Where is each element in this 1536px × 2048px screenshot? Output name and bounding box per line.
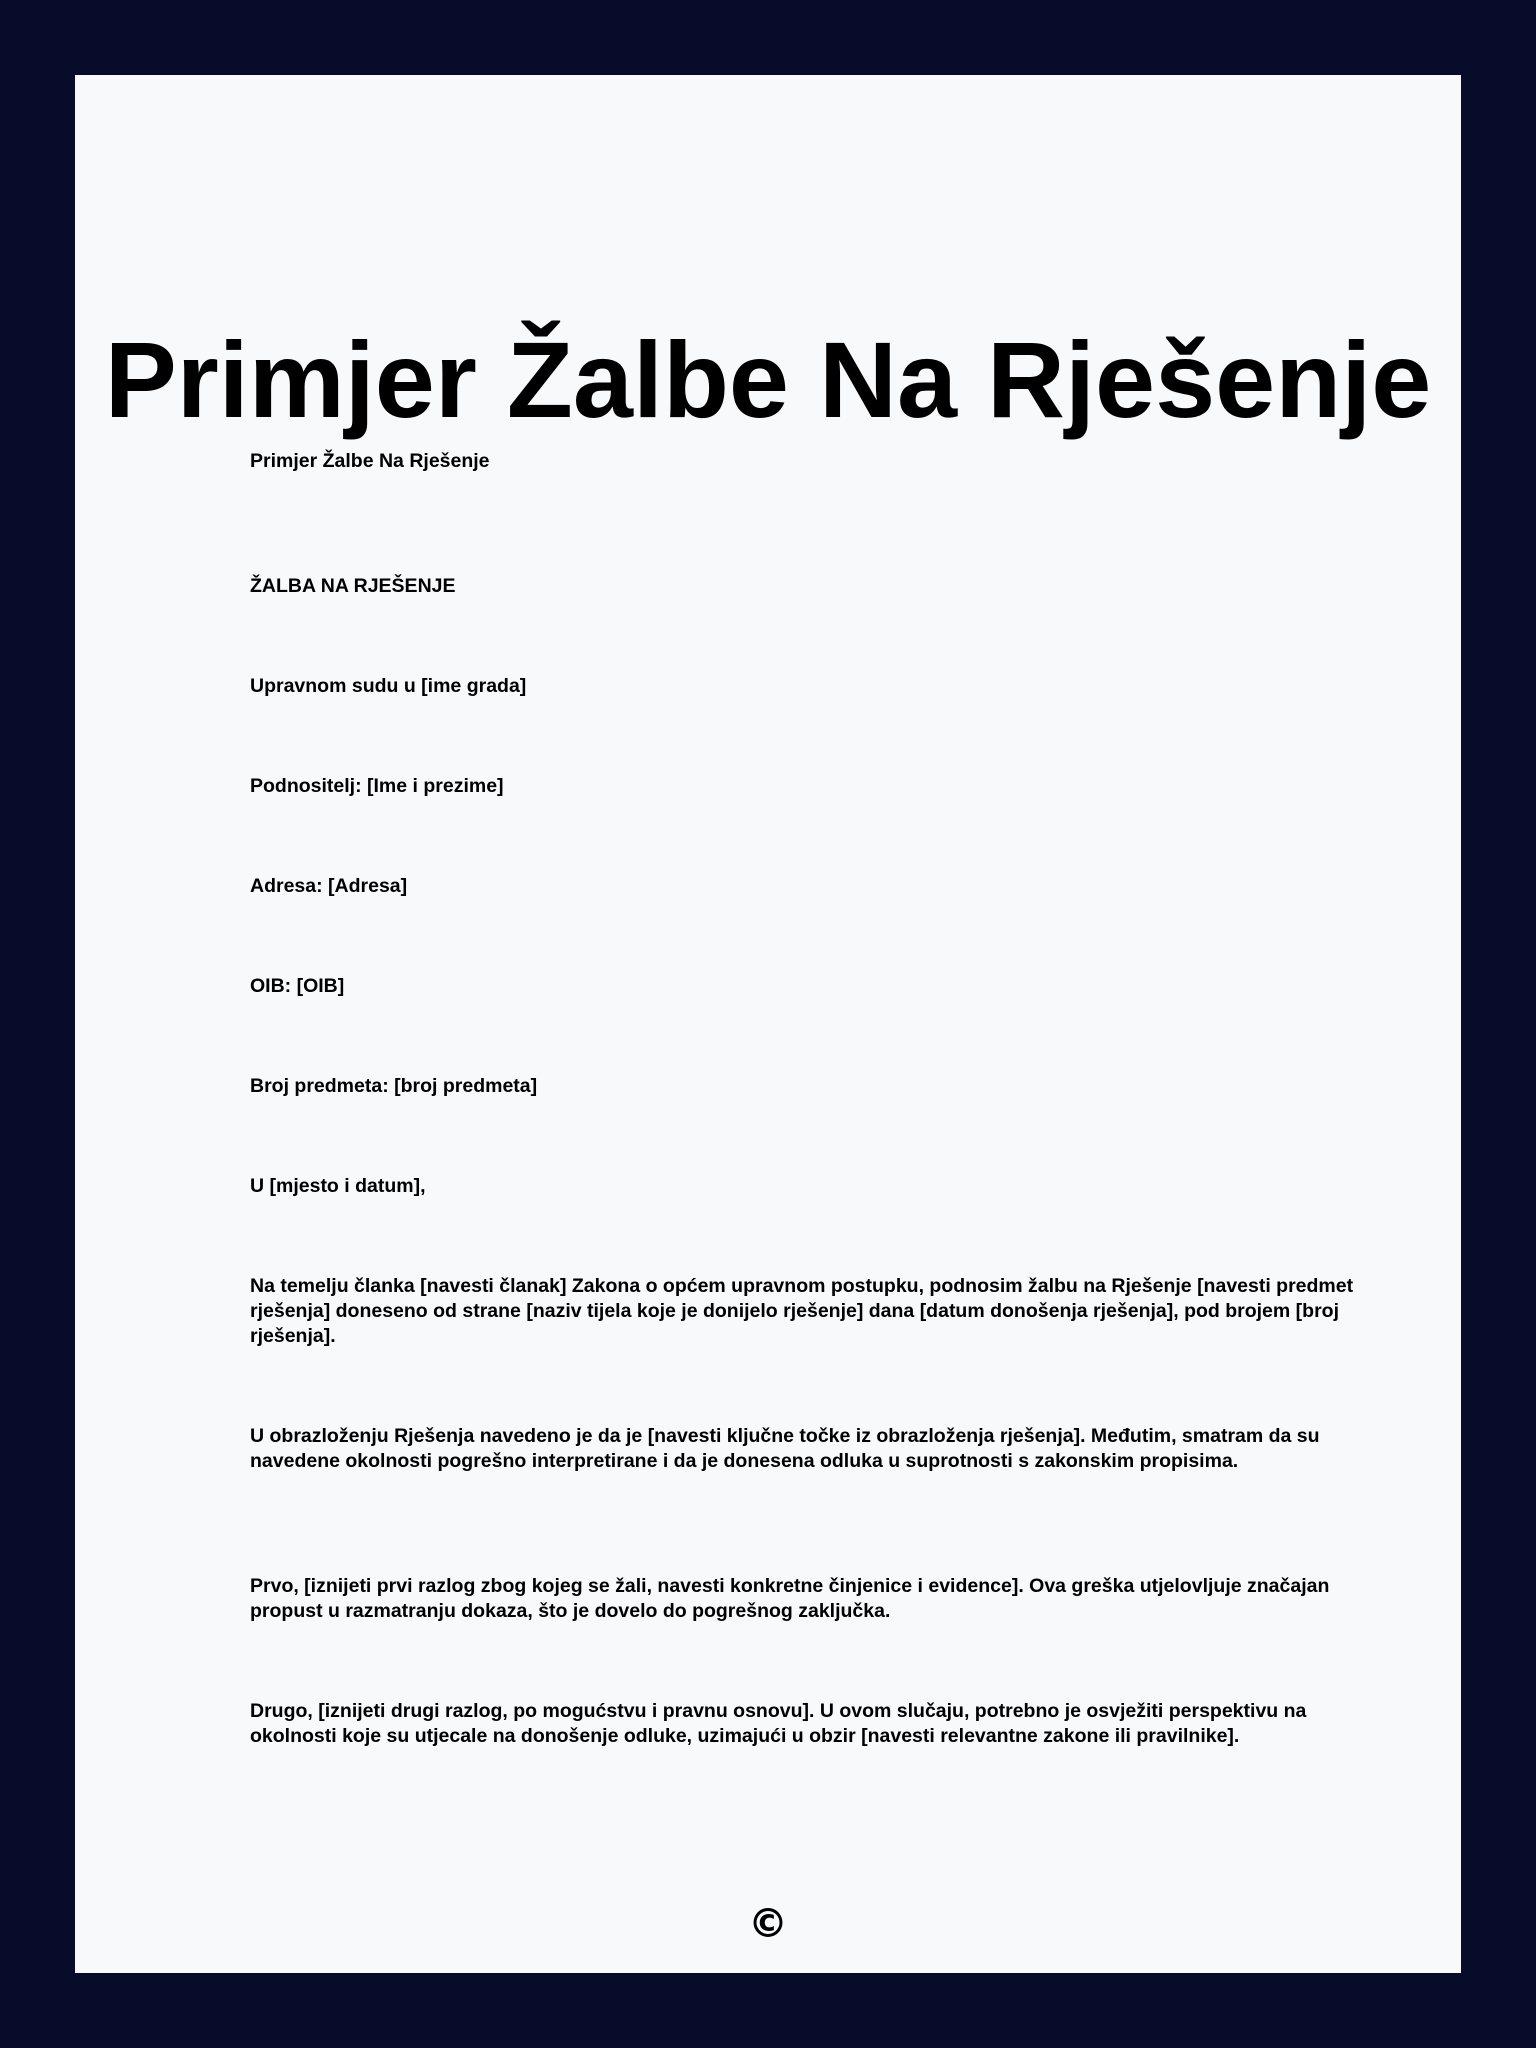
body-paragraph: Prvo, [iznijeti prvi razlog zbog kojeg se žali, navesti konkretne činjenice i evidence]. Ova greška utjelovljuje značajan propust u razmatranju dokaza, što je dovelo do pogrešnog zaključka. <box>250 1575 1330 1622</box>
copyright-icon: © <box>748 1901 788 1947</box>
body-paragraph: Na temelju članka [navesti članak] Zakona o općem upravnom postupku, podnosim žalbu na Rješenje [navesti predmet rješenja] doneseno od strane [naziv tijela koje je donijelo rješenje] dana [datum donošenja rješenja], pod brojem [broj rješenja]. <box>250 1275 1354 1347</box>
body-paragraph: Drugo, [iznijeti drugi razlog, po mogućstvu i pravnu osnovu]. U ovom slučaju, potrebno je osvježiti perspektivu na okolnosti koje su utjecale na donošenje odluke, uzimajući u obzir [navesti relevantne zakone ili pravilnike]. <box>250 1700 1307 1747</box>
page-title: Primjer Žalbe Na Rješenje <box>104 319 1432 440</box>
document-page <box>75 75 1461 1973</box>
body-paragraph: U obrazloženju Rješenja navedeno je da je [navesti ključne točke iz obrazloženja rješenja]. Međutim, smatram da su navedene okolnosti pogrešno interpretirane i da je donesena odluka u suprotnosti s zakonskim propisima. <box>250 1425 1320 1472</box>
case-number-line: Broj predmeta: [broj predmeta] <box>250 1075 538 1097</box>
document-heading-line: Primjer Žalbe Na Rješenje <box>250 450 490 472</box>
applicant-line: Podnositelj: [Ime i prezime] <box>250 775 504 797</box>
place-date-line: U [mjesto i datum], <box>250 1175 426 1197</box>
address-line: Adresa: [Adresa] <box>250 875 408 897</box>
court-line: Upravnom sudu u [ime grada] <box>250 675 527 697</box>
appeal-heading: ŽALBA NA RJEŠENJE <box>250 575 456 597</box>
oib-line: OIB: [OIB] <box>250 975 345 997</box>
